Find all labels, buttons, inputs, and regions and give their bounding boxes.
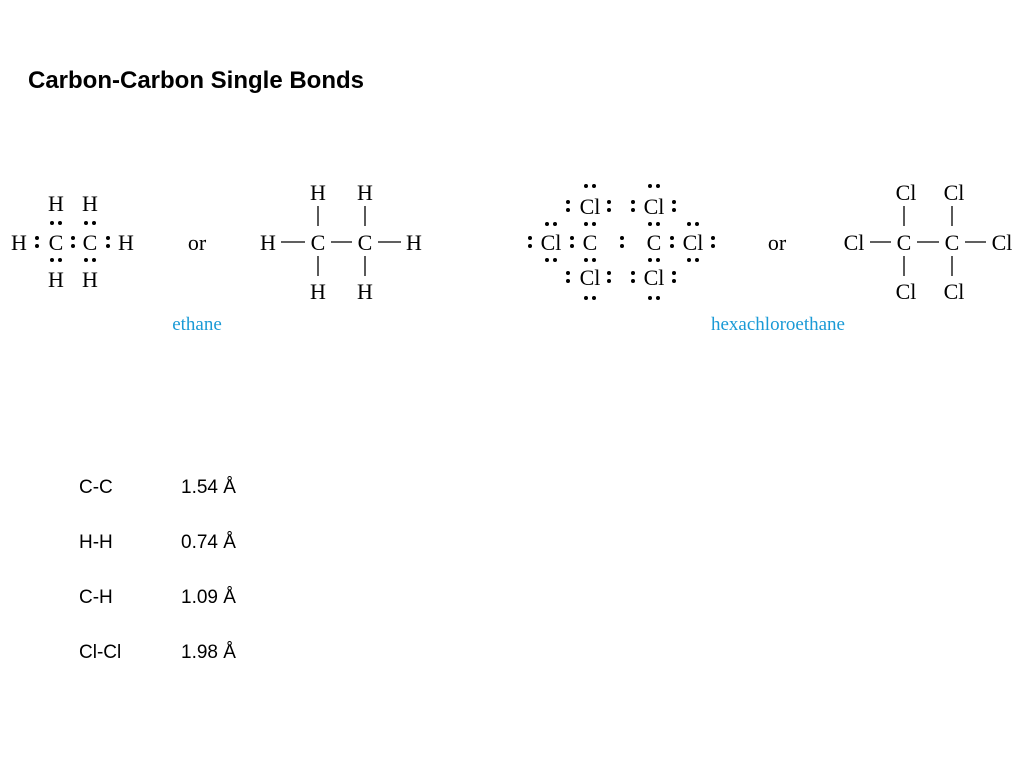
atom-c: C	[896, 230, 912, 255]
or-label: or	[767, 230, 787, 255]
structures-figure	[0, 170, 1024, 340]
bond-lines	[281, 206, 401, 276]
atom-h: H	[48, 191, 64, 216]
atom-cl: Cl	[579, 194, 601, 219]
atom-h: H	[310, 279, 326, 304]
atom-cl: Cl	[895, 279, 917, 304]
atom-h: H	[82, 191, 98, 216]
atom-c: C	[582, 230, 598, 255]
list-item	[79, 642, 379, 666]
atom-cl: Cl	[943, 279, 965, 304]
atom-c: C	[82, 230, 98, 255]
ethane-caption: ethane	[172, 314, 222, 335]
atom-c: C	[310, 230, 326, 255]
atom-cl: Cl	[943, 180, 965, 205]
bond-name: H-H	[79, 532, 113, 553]
atom-cl: Cl	[682, 230, 704, 255]
or-label: or	[187, 230, 207, 255]
list-item	[79, 477, 379, 501]
bond-name: Cl-Cl	[79, 642, 122, 663]
atom-cl: Cl	[991, 230, 1013, 255]
atom-h: H	[357, 279, 373, 304]
slide-title: Carbon-Carbon Single Bonds	[28, 67, 364, 94]
atom-h: H	[11, 230, 27, 255]
atom-c: C	[944, 230, 960, 255]
list-item	[79, 532, 379, 556]
atom-h: H	[357, 180, 373, 205]
atom-c: C	[646, 230, 662, 255]
atom-h: H	[48, 267, 64, 292]
atom-h: H	[310, 180, 326, 205]
bond-name: C-H	[79, 587, 113, 608]
atom-h: H	[260, 230, 276, 255]
atom-h: H	[82, 267, 98, 292]
atom-cl: Cl	[540, 230, 562, 255]
atom-c: C	[48, 230, 64, 255]
atom-cl: Cl	[843, 230, 865, 255]
atom-cl: Cl	[895, 180, 917, 205]
bond-length: 1.09 Å	[181, 587, 236, 608]
atom-cl: Cl	[643, 265, 665, 290]
bond-length: 0.74 Å	[181, 532, 236, 553]
bond-name: C-C	[79, 477, 113, 498]
electron-pair-dots	[35, 221, 110, 262]
ethane-lewis-structure	[11, 191, 134, 292]
hexachloroethane-lewis-structure	[528, 184, 715, 300]
atom-cl: Cl	[643, 194, 665, 219]
atom-h: H	[118, 230, 134, 255]
ethane-structural-formula	[260, 180, 422, 304]
atom-h: H	[406, 230, 422, 255]
hexachloroethane-structural-formula	[844, 180, 1013, 304]
list-item	[79, 587, 379, 611]
atom-c: C	[357, 230, 373, 255]
bond-length: 1.54 Å	[181, 477, 236, 498]
atom-cl: Cl	[579, 265, 601, 290]
bond-length: 1.98 Å	[181, 642, 236, 663]
hexachloroethane-caption: hexachloroethane	[711, 314, 845, 335]
bond-lines	[870, 206, 986, 276]
